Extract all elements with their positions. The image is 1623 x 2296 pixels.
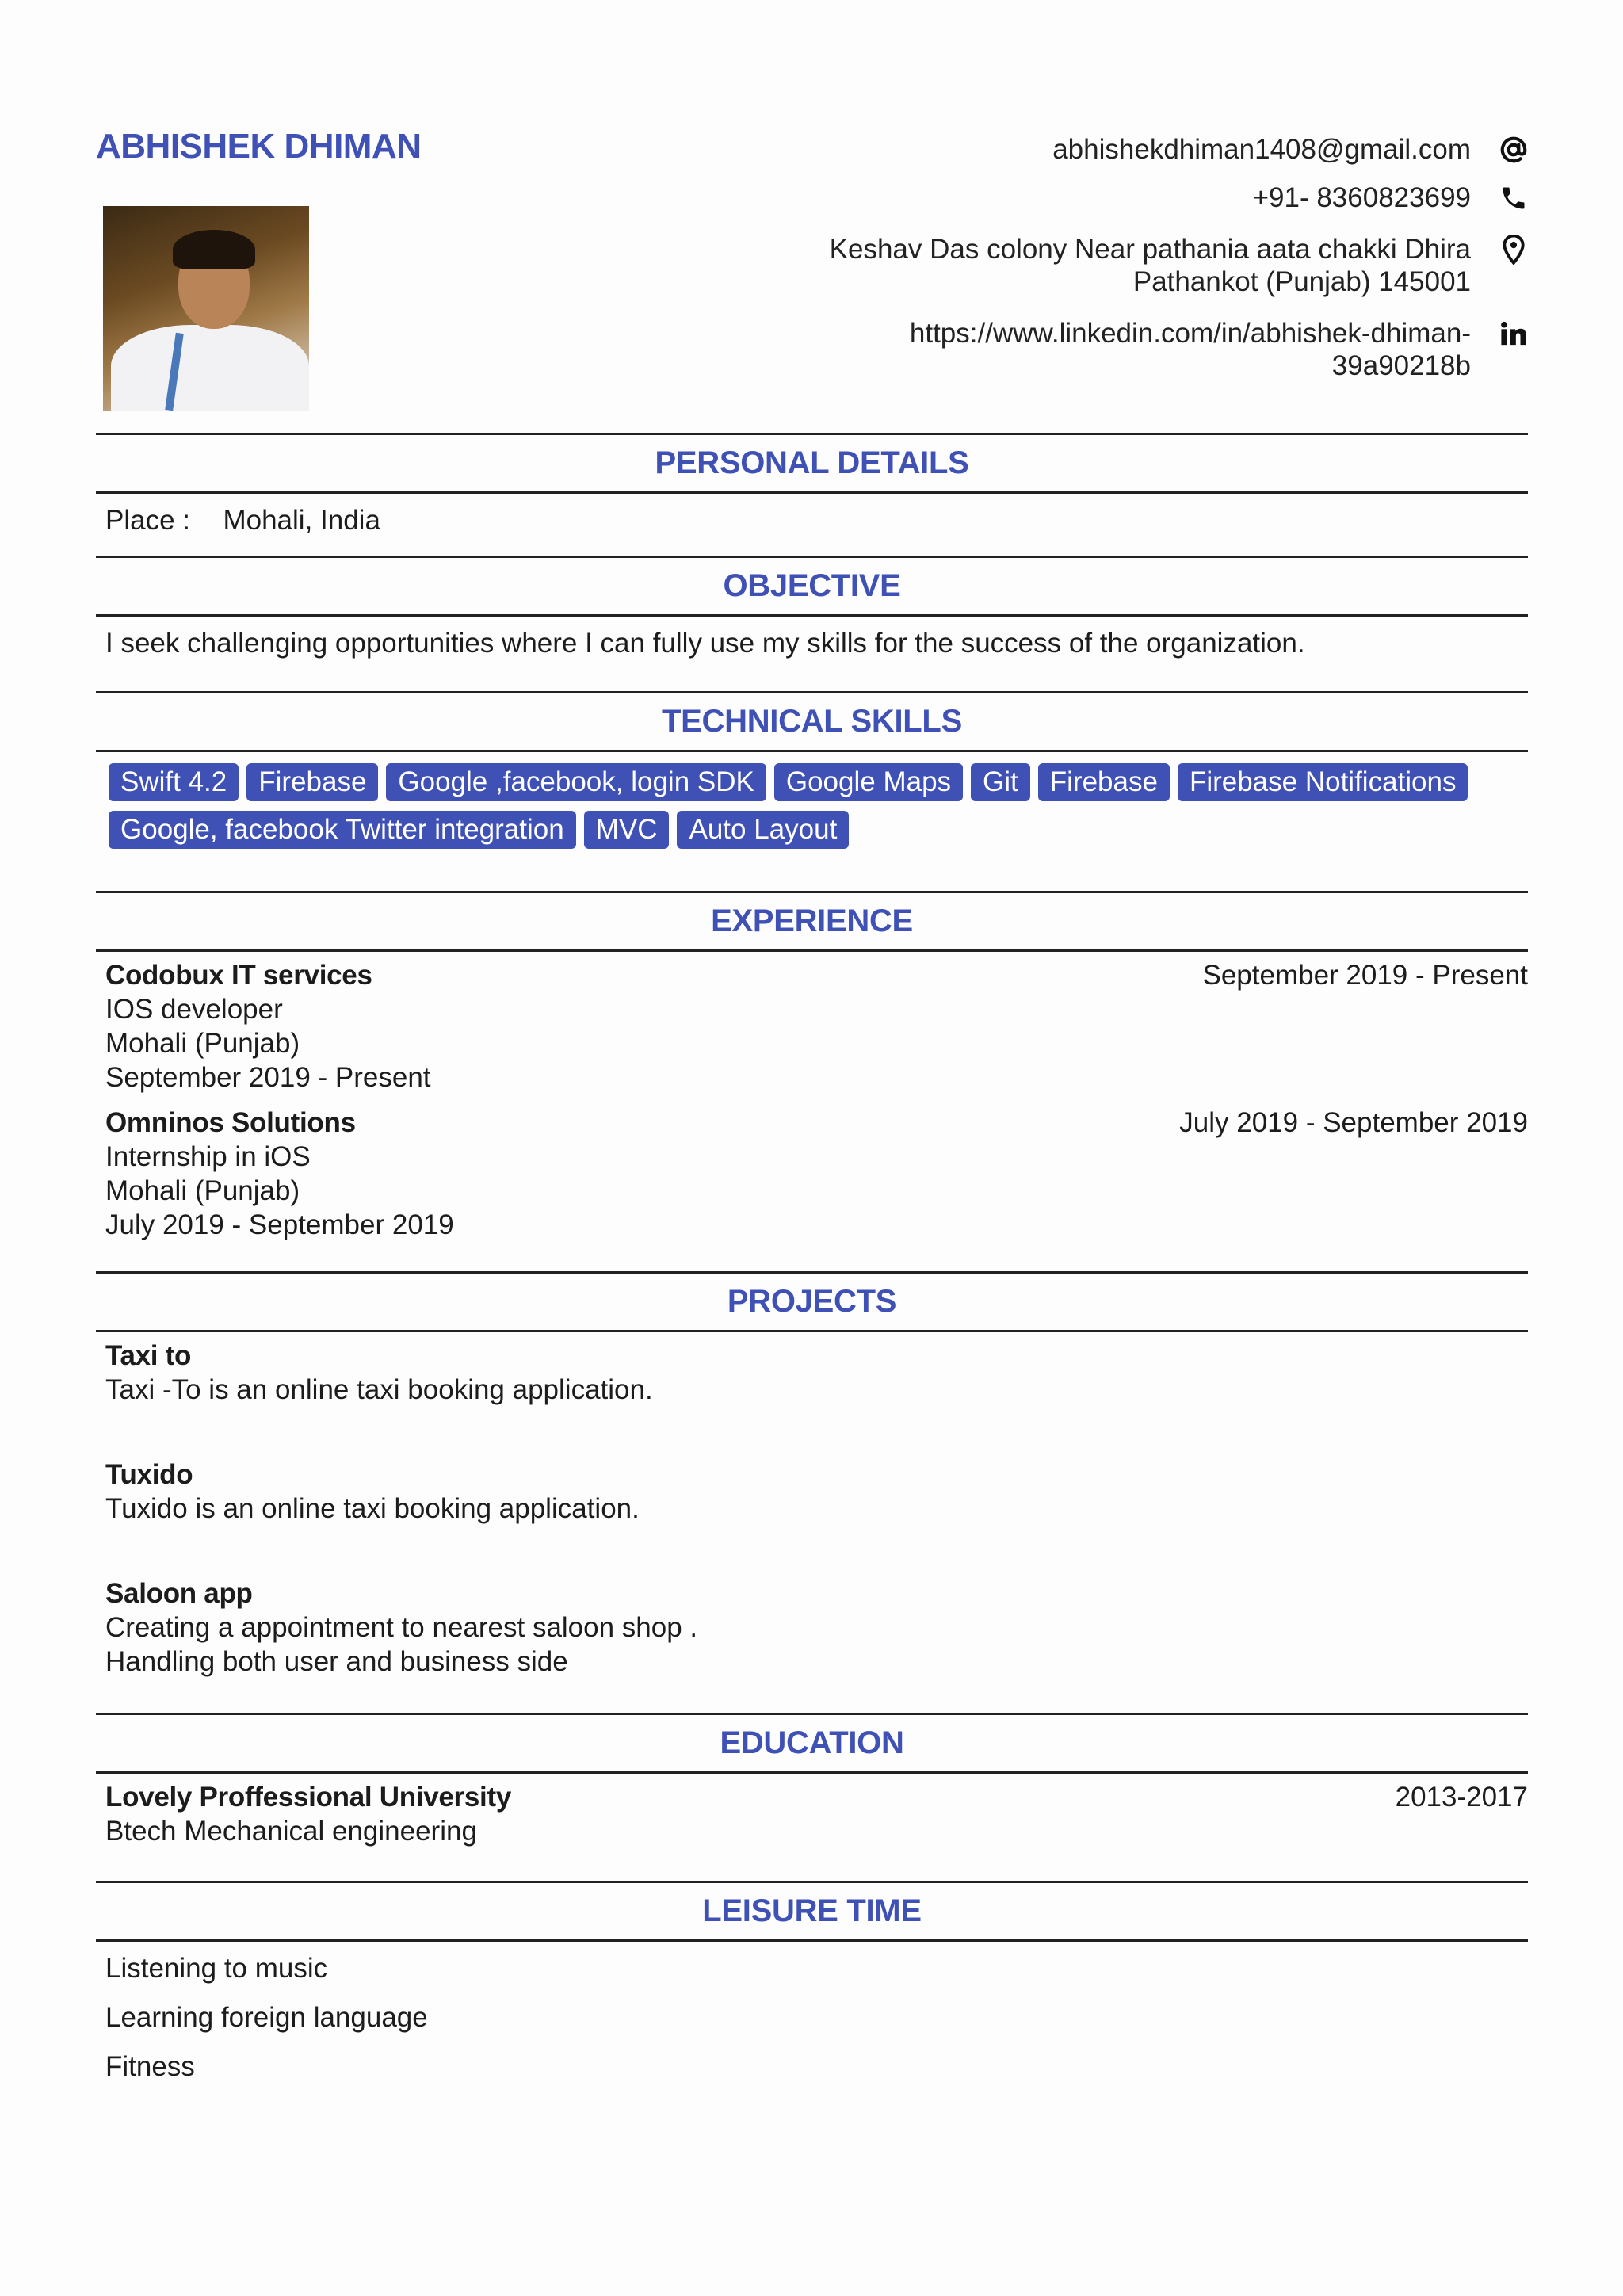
job-role: IOS developer (105, 994, 283, 1025)
project-description: Creating a appointment to nearest saloon shop . (105, 1612, 698, 1643)
leisure-item: Listening to music (105, 1953, 328, 1984)
skill-chip: Firebase (1038, 763, 1170, 801)
project-item (105, 1339, 1528, 1407)
contact-address (830, 233, 1471, 298)
skills-list (96, 752, 1519, 858)
address-line-1: Keshav Das colony Near pathania aata chakki Dhira (829, 234, 1471, 265)
map-pin-icon (1498, 233, 1529, 266)
contact-phone[interactable]: +91- 8360823699 (1252, 182, 1471, 213)
experience-date: September 2019 - Present (1202, 960, 1528, 991)
skill-chip: Git (971, 763, 1030, 801)
company-name: Codobux IT services (105, 960, 372, 991)
skill-chip: Google, facebook Twitter integration (109, 811, 576, 849)
address-line-2: Pathankot (Punjab) 145001 (1132, 266, 1471, 297)
experience-section (96, 891, 1528, 1242)
skill-chip: Firebase Notifications (1178, 763, 1468, 801)
project-item (105, 1576, 1528, 1679)
project-title: Taxi to (105, 1340, 192, 1371)
job-role: Internship in iOS (105, 1141, 311, 1172)
contact-block (737, 133, 1529, 401)
leisure-item: Learning foreign language (105, 2002, 428, 2033)
objective-section (96, 556, 1528, 660)
section-heading: TECHNICAL SKILLS (96, 691, 1528, 752)
technical-skills-section (96, 691, 1528, 858)
project-description-2: Handling both user and business side (105, 1646, 568, 1677)
phone-icon (1498, 181, 1529, 214)
leisure-item: Fitness (105, 2051, 195, 2082)
at-icon (1498, 133, 1529, 166)
personal-details-section (96, 433, 1528, 551)
education-section (96, 1713, 1528, 1848)
section-heading: LEISURE TIME (96, 1881, 1528, 1942)
candidate-name: ABHISHEK DHIMAN (96, 127, 422, 166)
education-item (105, 1780, 1528, 1848)
contact-linkedin-row (737, 317, 1529, 382)
job-period: July 2019 - September 2019 (105, 1209, 454, 1240)
experience-item (105, 1106, 1528, 1242)
linkedin-line-2: 39a90218b (1331, 350, 1471, 381)
experience-list (96, 952, 1528, 1242)
leisure-section (96, 1881, 1528, 2099)
project-item (105, 1457, 1528, 1526)
personal-details-body (96, 494, 1528, 551)
skill-chip: Firebase (246, 763, 378, 801)
project-title: Tuxido (105, 1459, 193, 1490)
projects-section (96, 1271, 1528, 1679)
contact-address-row (737, 233, 1529, 298)
linkedin-line-1: https://www.linkedin.com/in/abhishek-dhiman- (909, 318, 1471, 349)
place-label: Place : (105, 505, 190, 536)
linkedin-icon (1498, 317, 1529, 350)
skill-chip: Google Maps (774, 763, 963, 801)
section-heading: PROJECTS (96, 1271, 1528, 1332)
job-location: Mohali (Punjab) (105, 1028, 300, 1059)
project-description: Taxi -To is an online taxi booking application. (105, 1374, 653, 1405)
project-description: Tuxido is an online taxi booking application. (105, 1493, 640, 1524)
skill-chip: Auto Layout (677, 811, 849, 849)
objective-text: I seek challenging opportunities where I can fully use my skills for the success of the organization. (105, 628, 1305, 659)
job-location: Mohali (Punjab) (105, 1175, 300, 1206)
project-title: Saloon app (105, 1578, 253, 1609)
section-heading: OBJECTIVE (96, 556, 1528, 617)
leisure-list (96, 1942, 1528, 2084)
contact-linkedin[interactable] (910, 317, 1471, 382)
contact-phone-row (737, 181, 1529, 214)
experience-date: July 2019 - September 2019 (1179, 1107, 1528, 1138)
skill-chip: Swift 4.2 (109, 763, 239, 801)
contact-email[interactable]: abhishekdhiman1408@gmail.com (1052, 134, 1471, 165)
degree: Btech Mechanical engineering (105, 1816, 477, 1847)
contact-email-row (737, 133, 1529, 166)
experience-item (105, 958, 1528, 1095)
profile-photo (103, 206, 309, 411)
job-period: September 2019 - Present (105, 1062, 431, 1093)
place-value: Mohali, India (223, 505, 380, 536)
skill-chip: MVC (584, 811, 670, 849)
education-body (96, 1774, 1528, 1848)
projects-list (96, 1332, 1528, 1679)
section-heading: EDUCATION (96, 1713, 1528, 1774)
skill-chip: Google ,facebook, login SDK (386, 763, 766, 801)
section-heading: PERSONAL DETAILS (96, 433, 1528, 494)
section-heading: EXPERIENCE (96, 891, 1528, 952)
company-name: Omninos Solutions (105, 1107, 356, 1138)
education-years: 2013-2017 (1395, 1782, 1528, 1813)
school-name: Lovely Proffessional University (105, 1782, 511, 1813)
